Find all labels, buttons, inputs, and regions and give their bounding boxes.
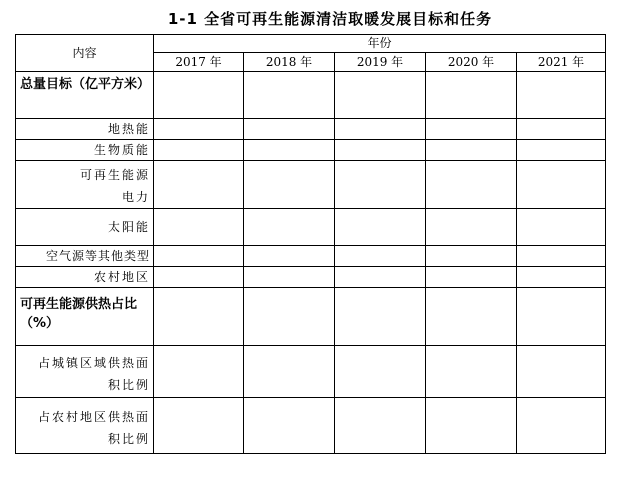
table-cell — [154, 119, 244, 140]
year-header-2019: 2019 年 — [335, 53, 426, 72]
table-row-total-target — [16, 72, 606, 119]
table-cell — [154, 346, 244, 398]
table-cell — [244, 398, 335, 454]
table-row-rural-ratio — [16, 398, 606, 454]
table-cell — [335, 209, 426, 246]
row-label-total-target: 总量目标（亿平方米） — [16, 72, 154, 119]
row-label-rural-ratio — [16, 398, 154, 454]
table-cell — [244, 267, 335, 288]
table-cell — [335, 288, 426, 346]
table-cell — [244, 209, 335, 246]
year-header-2021: 2021 年 — [517, 53, 606, 72]
table-cell — [517, 246, 606, 267]
table-cell — [517, 398, 606, 454]
targets-table — [15, 34, 606, 454]
table-cell — [426, 140, 517, 161]
year-header-2017: 2017 年 — [154, 53, 244, 72]
year-group-header: 年份 — [154, 35, 606, 53]
content-header: 内容 — [16, 35, 154, 72]
table-cell — [426, 288, 517, 346]
row-label-line2: 积比例 — [107, 378, 150, 392]
table-cell — [154, 398, 244, 454]
table-cell — [244, 161, 335, 209]
year-header-2018: 2018 年 — [244, 53, 335, 72]
row-label-biomass: 生物质能 — [16, 140, 154, 161]
row-label-line1: 可再生能源 — [79, 168, 150, 182]
year-header-2020: 2020 年 — [426, 53, 517, 72]
table-cell — [335, 161, 426, 209]
table-cell — [426, 161, 517, 209]
table-cell — [517, 346, 606, 398]
table-cell — [517, 209, 606, 246]
table-cell — [335, 140, 426, 161]
table-cell — [335, 119, 426, 140]
table-cell — [335, 246, 426, 267]
row-label-line1: 占城镇区域供热面 — [37, 356, 150, 370]
row-label-renewable-power — [16, 161, 154, 209]
table-title: 1-1 全省可再生能源清洁取暖发展目标和任务 — [167, 10, 493, 28]
table-row-rural — [16, 267, 606, 288]
row-label-urban-ratio — [16, 346, 154, 398]
table-row-urban-ratio — [16, 346, 606, 398]
table-cell — [154, 209, 244, 246]
header-row-1 — [16, 35, 606, 53]
table-cell — [426, 72, 517, 119]
table-row-geothermal — [16, 119, 606, 140]
table-cell — [244, 346, 335, 398]
row-label-line2: 积比例 — [107, 432, 150, 446]
table-cell — [517, 119, 606, 140]
table-cell — [244, 72, 335, 119]
table-cell — [244, 119, 335, 140]
row-label-rural: 农村地区 — [16, 267, 154, 288]
table-cell — [517, 161, 606, 209]
row-label-geothermal: 地热能 — [16, 119, 154, 140]
table-cell — [244, 140, 335, 161]
row-label-air-source: 空气源等其他类型 — [16, 246, 154, 267]
row-label-renewable-share: 可再生能源供热占比（%） — [16, 288, 154, 346]
table-cell — [426, 119, 517, 140]
table-cell — [517, 267, 606, 288]
table-cell — [154, 246, 244, 267]
table-cell — [154, 288, 244, 346]
row-label-line1: 占农村地区供热面 — [37, 410, 150, 424]
table-cell — [154, 140, 244, 161]
table-cell — [426, 398, 517, 454]
table-cell — [426, 246, 517, 267]
table-cell — [335, 72, 426, 119]
table-cell — [426, 209, 517, 246]
table-cell — [426, 346, 517, 398]
table-cell — [517, 288, 606, 346]
table-cell — [335, 398, 426, 454]
table-cell — [154, 72, 244, 119]
table-row-renewable-share — [16, 288, 606, 346]
table-cell — [154, 161, 244, 209]
table-cell — [335, 346, 426, 398]
table-row-air-source — [16, 246, 606, 267]
row-label-line2: 电力 — [121, 190, 150, 204]
table-cell — [244, 288, 335, 346]
table-cell — [426, 267, 517, 288]
table-cell — [517, 140, 606, 161]
table-row-biomass — [16, 140, 606, 161]
row-label-solar: 太阳能 — [16, 209, 154, 246]
table-cell — [335, 267, 426, 288]
table-row-solar — [16, 209, 606, 246]
table-cell — [154, 267, 244, 288]
table-cell — [517, 72, 606, 119]
table-row-renewable-power — [16, 161, 606, 209]
table-cell — [244, 246, 335, 267]
